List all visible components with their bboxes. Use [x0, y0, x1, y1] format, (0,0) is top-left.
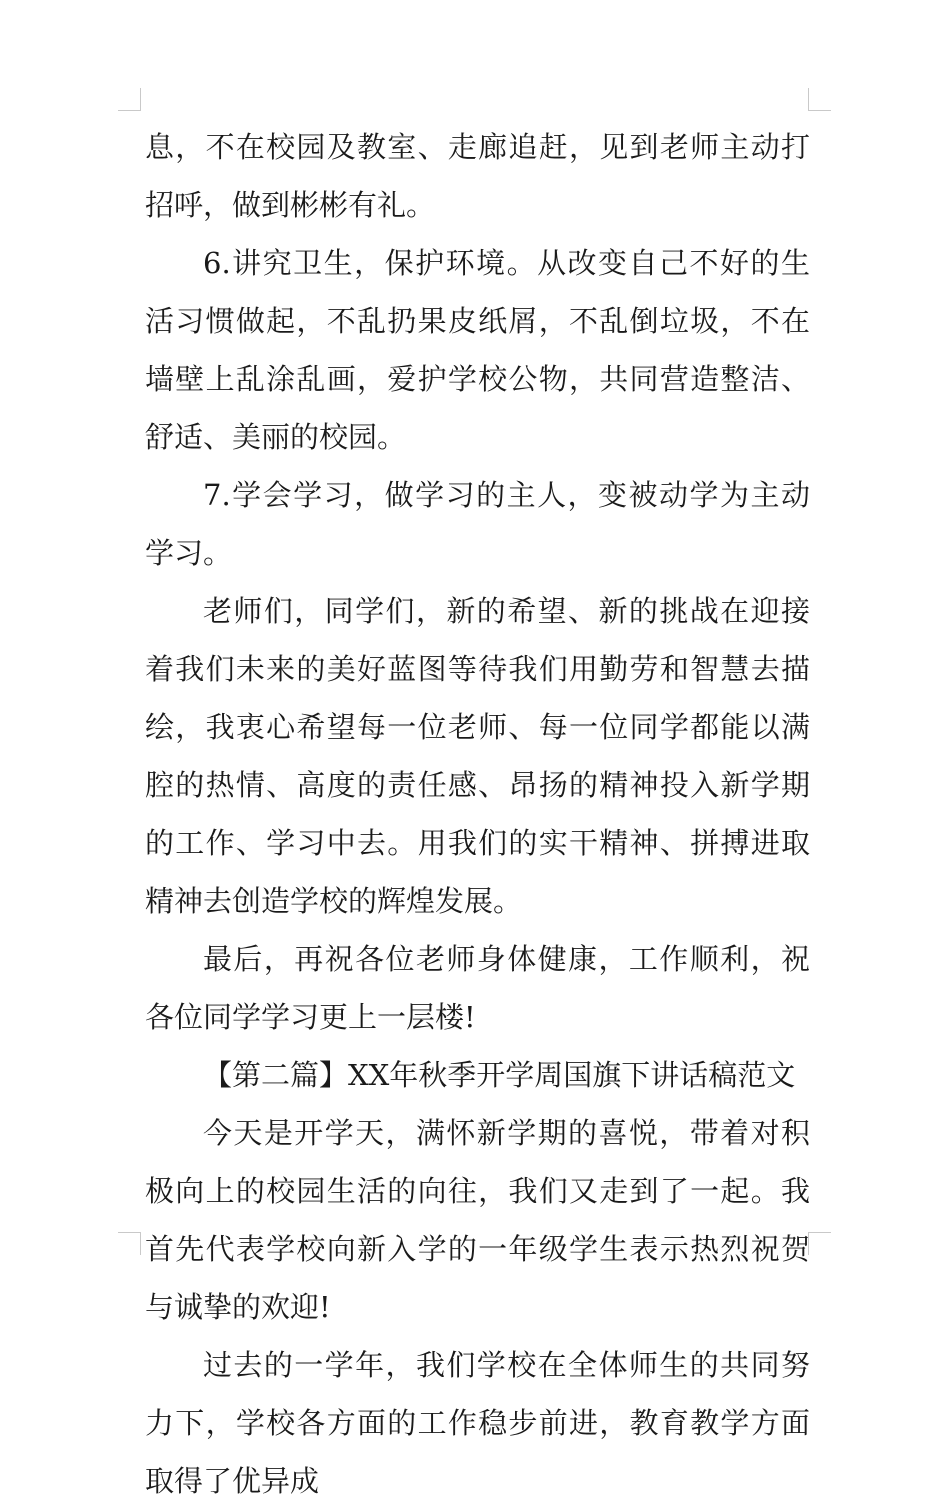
crop-mark-bottom-right [808, 1232, 831, 1255]
document-body [145, 118, 810, 1510]
paragraph-address: 老师们，同学们，新的希望、新的挑战在迎接着我们未来的美好蓝图等待我们用勤劳和智慧去描绘，我衷心希望每一位老师、每一位同学都能以满腔的热情、高度的责任感、昂扬的精神投入新学期的工作、学习中去。用我们的实干精神、拼搏进取精神去创造学校的辉煌发展。 [145, 594, 810, 918]
paragraph-item-6: 6.讲究卫生，保护环境。从改变自己不好的生活习惯做起，不乱扔果皮纸屑，不乱倒垃圾，不在墙壁上乱涂乱画，爱护学校公物，共同营造整洁、舒适、美丽的校园。 [145, 246, 810, 454]
crop-mark-bottom-left [118, 1232, 141, 1255]
paragraph-closing: 最后，再祝各位老师身体健康，工作顺利，祝各位同学学习更上一层楼! [145, 942, 810, 1034]
paragraph-continuation: 息，不在校园及教室、走廊追赶，见到老师主动打招呼，做到彬彬有礼。 [145, 130, 810, 222]
crop-mark-top-left [118, 88, 141, 111]
paragraph-opening: 今天是开学天，满怀新学期的喜悦，带着对积极向上的校园生活的向往，我们又走到了一起。我首先代表学校向新入学的一年级学生表示热烈祝贺与诚挚的欢迎! [145, 1116, 810, 1324]
paragraph-item-7: 7.学会学习，做学习的主人，变被动学为主动学习。 [145, 478, 810, 570]
crop-mark-top-right [808, 88, 831, 111]
paragraph-past-year: 过去的一学年，我们学校在全体师生的共同努力下，学校各方面的工作稳步前进，教育教学方面取得了优异成 [145, 1348, 810, 1498]
section-heading: 【第二篇】XX年秋季开学周国旗下讲话稿范文 [203, 1058, 796, 1092]
